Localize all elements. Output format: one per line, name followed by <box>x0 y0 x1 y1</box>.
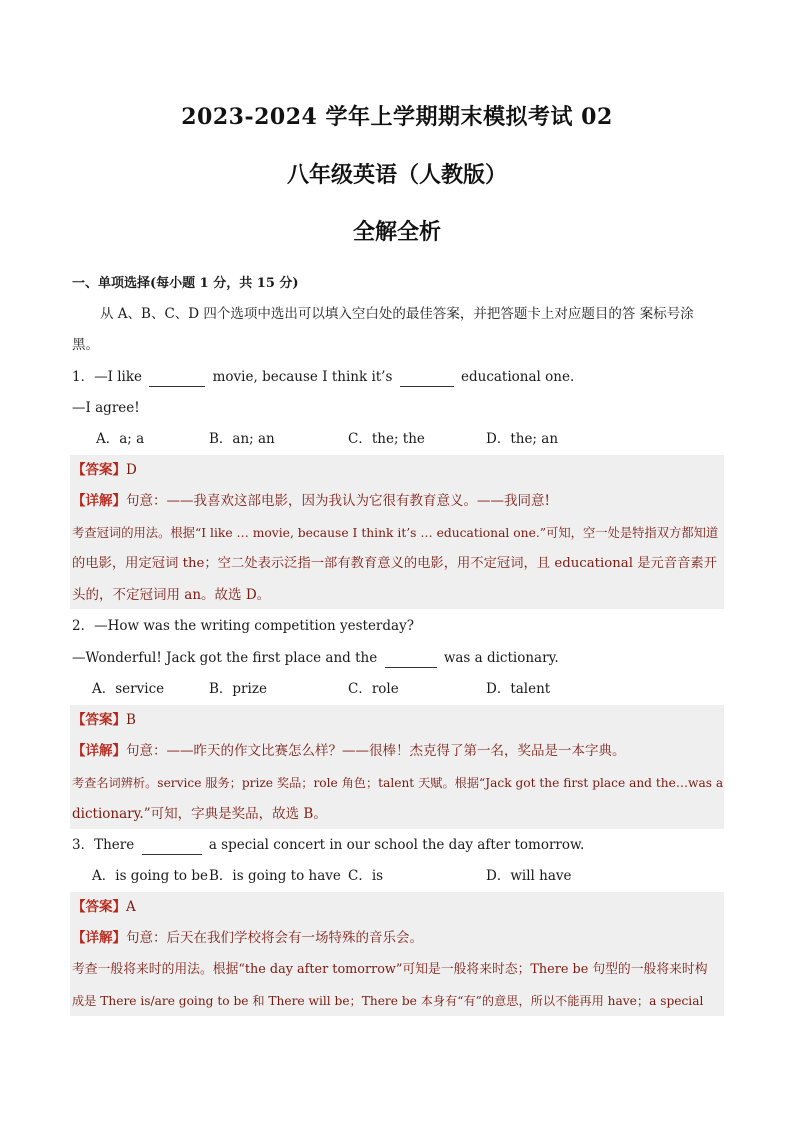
answer-3 <box>72 897 724 917</box>
detail-1-line2: 考查冠词的用法。根据“I like … movie, because I think it’s … educational one.”可知，空一处是特指双方都知道 <box>72 526 719 540</box>
option-b: B．prize <box>209 681 267 697</box>
detail-3-line1 <box>72 928 724 948</box>
option-c: C．the; the <box>348 431 425 447</box>
question-3-stem <box>72 835 724 855</box>
blank-line <box>142 840 202 855</box>
detail-1-line1 <box>72 491 724 511</box>
detail-2-line1 <box>72 741 724 761</box>
answer-1 <box>72 460 724 480</box>
section-instruction-line1: 从 A、B、C、D 四个选项中选出可以填入空白处的最佳答案，并把答题卡上对应题目的答 案标号涂 <box>100 306 694 322</box>
section-heading: 一、单项选择(每小题 1 分，共 15 分) <box>72 276 299 291</box>
detail-2-line2: 考查名词辨析。service 服务；prize 奖品；role 角色；talent 天赋。根据“Jack got the first place and the…was a <box>72 776 724 790</box>
option-a: A．is going to be <box>92 868 208 884</box>
detail-tag: 【详解】 <box>72 930 126 946</box>
answer-value: D <box>126 462 137 478</box>
question-2-reply <box>72 648 724 668</box>
analysis-title: 全解全析 <box>352 219 441 245</box>
detail-tag: 【详解】 <box>72 493 126 509</box>
question-3-stem-part-a: 3．There <box>72 837 135 853</box>
answer-tag: 【答案】 <box>72 462 126 478</box>
exam-title: 2023-2024 学年上学期期末模拟考试 02 <box>181 104 613 130</box>
option-c: C．is <box>348 868 384 884</box>
detail-1-line4: 头的，不定冠词用 an。故选 D。 <box>72 587 271 603</box>
question-1-stem <box>72 367 724 387</box>
option-a: A．service <box>92 681 165 697</box>
detail-tag: 【详解】 <box>72 743 126 759</box>
question-2-reply-part-a: —Wonderful! Jack got the first place and the <box>72 650 378 666</box>
answer-tag: 【答案】 <box>72 712 126 728</box>
blank-line <box>385 653 437 668</box>
section-instruction-line2: 黑。 <box>72 337 99 353</box>
option-c: C．role <box>348 681 399 697</box>
detail-text: 句意：——我喜欢这部电影，因为我认为它很有教育意义。——我同意! <box>126 493 550 509</box>
detail-text: 句意：后天在我们学校将会有一场特殊的音乐会。 <box>126 930 423 946</box>
answer-tag: 【答案】 <box>72 899 126 915</box>
detail-text: 句意：——昨天的作文比赛怎么样？——很棒！杰克得了第一名，奖品是一本字典。 <box>126 743 626 759</box>
blank-line <box>400 372 454 387</box>
exam-subtitle: 八年级英语（人教版） <box>286 162 507 188</box>
detail-2-line3: dictionary.”可知，字典是奖品，故选 B。 <box>72 806 327 822</box>
question-1-reply: —I agree! <box>72 400 140 416</box>
question-1-stem-part-b: movie, because I think it’s <box>212 369 393 385</box>
question-1-stem-part-c: educational one. <box>461 369 575 385</box>
option-d: D．will have <box>486 868 572 884</box>
option-d: D．talent <box>486 681 551 697</box>
blank-line <box>149 372 205 387</box>
option-a: A．a; a <box>96 431 145 447</box>
question-2-reply-part-b: was a dictionary. <box>443 650 559 666</box>
answer-2 <box>72 710 724 730</box>
option-d: D．the; an <box>486 431 559 447</box>
question-3-stem-part-b: a special concert in our school the day after tomorrow. <box>208 837 585 853</box>
question-2-stem: 2．—How was the writing competition yesterday? <box>72 618 414 634</box>
option-b: B．is going to have <box>209 868 341 884</box>
answer-value: B <box>126 712 136 728</box>
option-b: B．an; an <box>209 431 275 447</box>
detail-3-line3: 成是 There is/are going to be 和 There will be；There be 本身有“有”的意思，所以不能再用 have；a special <box>72 994 704 1008</box>
detail-3-line2: 考查一般将来时的用法。根据“the day after tomorrow”可知是一般将来时态；There be 句型的一般将来时构 <box>72 962 708 977</box>
question-1-stem-part-a: 1．—I like <box>72 369 143 385</box>
answer-value: A <box>126 899 136 915</box>
detail-1-line3: 的电影，用定冠词 the；空二处表示泛指一部有教育意义的电影，用不定冠词，且 educational 是元音音素开 <box>72 556 717 571</box>
